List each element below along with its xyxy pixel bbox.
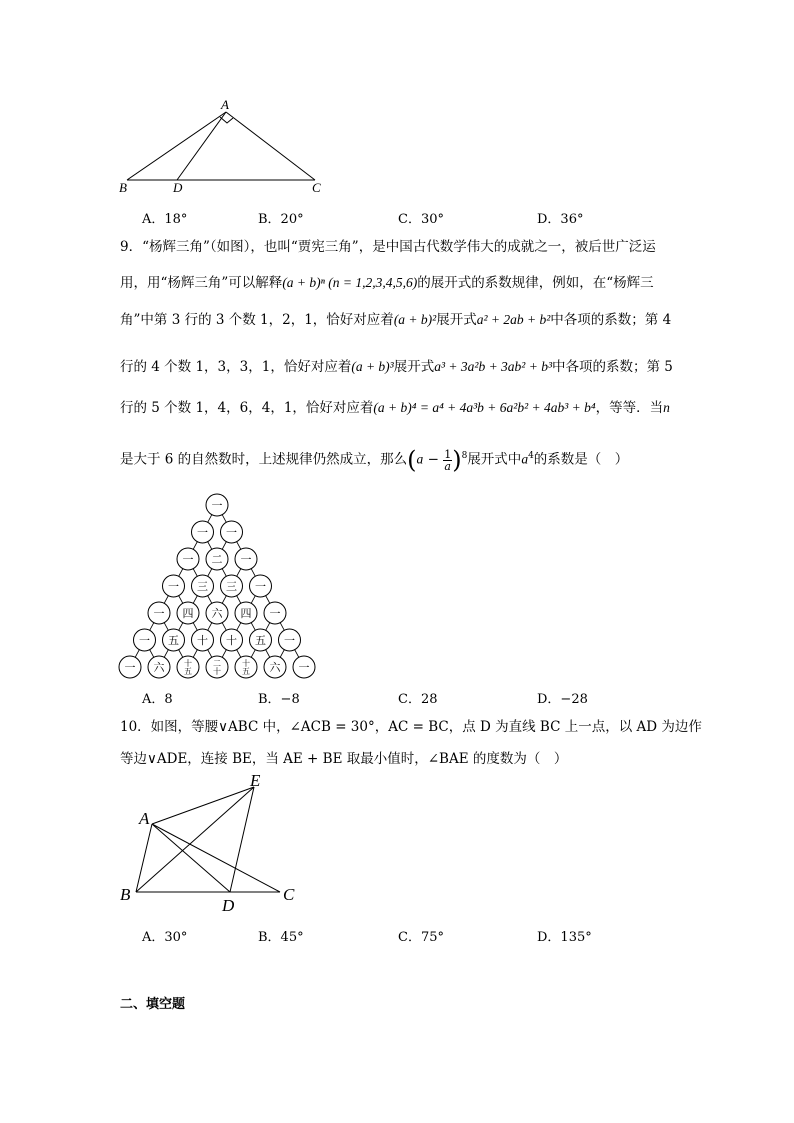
triangle-node xyxy=(221,575,243,597)
triangle-node-label: 一 xyxy=(240,554,252,566)
triangle-node xyxy=(206,602,228,624)
triangle-node xyxy=(119,656,141,678)
q9-option-b[interactable]: B．−8 xyxy=(258,692,300,707)
q9-line-4: 行的 4 个数 1，3，3，1，恰好对应着(a + b)³展开式a³ + 3a²b + 3ab² + b³中各项的系数；第 5 xyxy=(120,359,673,375)
q10-option-d[interactable]: D．135° xyxy=(537,930,592,945)
triangle-node xyxy=(264,602,286,624)
q10-triangle-figure xyxy=(112,770,312,915)
triangle-node xyxy=(163,575,185,597)
q9-option-d[interactable]: D．−28 xyxy=(537,692,588,707)
triangle-node xyxy=(177,548,199,570)
triangle-node xyxy=(235,656,257,678)
triangle-node-label: 一 xyxy=(197,527,208,539)
triangle-node-label: 六 xyxy=(211,608,223,620)
triangle-node-label: 五 xyxy=(184,667,192,676)
q9-option-c[interactable]: C．28 xyxy=(398,692,438,707)
triangle-node xyxy=(235,602,257,624)
triangle-node-label: 一 xyxy=(284,635,295,647)
triangle-node xyxy=(148,656,170,678)
q9-fraction: $\frac{1}{a}$ xyxy=(444,447,452,473)
triangle-node xyxy=(250,629,272,651)
triangle-node xyxy=(250,575,272,597)
triangle-node-label: 五 xyxy=(242,667,250,676)
q8-triangle-figure xyxy=(110,95,340,200)
triangle-node-label: 二 xyxy=(213,659,221,668)
yang-hui-triangle-figure xyxy=(110,490,325,680)
triangle-node-label: 四 xyxy=(182,608,194,620)
triangle-node-label: 六 xyxy=(269,662,281,674)
q9-line-6: 是大于 6 的自然数时，上述规律仍然成立，那么(a − $\frac{1}{a}$ )$^8$展开式中$a^4$的系数是（ ） xyxy=(120,446,629,474)
q8-option-a[interactable]: A．18° xyxy=(142,212,188,227)
q8-label-d: D xyxy=(173,180,183,195)
triangle-node-label: 一 xyxy=(211,500,223,512)
triangle-node-label: 十 xyxy=(197,635,208,647)
q8-option-d[interactable]: D．36° xyxy=(537,212,584,227)
triangle-node-label: 一 xyxy=(255,581,266,593)
triangle-node-label: 一 xyxy=(124,662,136,674)
triangle-node-label: 五 xyxy=(255,635,266,647)
triangle-node xyxy=(177,656,199,678)
triangle-node xyxy=(206,494,228,516)
triangle-node-label: 一 xyxy=(269,608,281,620)
triangle-node-label: 五 xyxy=(168,635,179,647)
q9-line-1: 9．“杨辉三角”（如图），也叫“贾宪三角”，是中国古代数学伟大的成就之一，被后世广泛运 xyxy=(120,239,656,255)
triangle-node xyxy=(264,656,286,678)
triangle-node xyxy=(279,629,301,651)
triangle-node-label: 一 xyxy=(153,608,165,620)
q10-label-e: E xyxy=(250,771,261,790)
triangle-node-label: 十 xyxy=(213,667,221,676)
q10-label-b: B xyxy=(120,885,131,904)
triangle-node-label: 十 xyxy=(226,635,237,647)
q8-label-a: A xyxy=(221,97,229,112)
q10-label-d: D xyxy=(222,896,235,915)
q8-label-c: C xyxy=(312,180,321,195)
q9-option-a[interactable]: A．8 xyxy=(142,692,173,707)
q8-label-b: B xyxy=(119,180,127,195)
triangle-node xyxy=(134,629,156,651)
section-title: 二、填空题 xyxy=(120,997,186,1012)
q8-option-b[interactable]: B．20° xyxy=(258,212,304,227)
q10-option-c[interactable]: C．75° xyxy=(398,930,444,945)
triangle-node-label: 一 xyxy=(298,662,310,674)
triangle-node-label: 一 xyxy=(168,581,179,593)
triangle-node-label: 二 xyxy=(211,554,223,566)
q8-option-c[interactable]: C．30° xyxy=(398,212,444,227)
triangle-node-label: 三 xyxy=(226,581,237,593)
triangle-node xyxy=(293,656,315,678)
q10-line-1: 10．如图，等腰∨ABC 中，∠ACB = 30°，AC = BC，点 D 为直线 BC 上一点，以 AD 为边作 xyxy=(120,719,702,735)
triangle-node-label: 一 xyxy=(226,527,237,539)
triangle-node xyxy=(235,548,257,570)
triangle-node xyxy=(148,602,170,624)
triangle-node-label: 三 xyxy=(197,581,208,593)
triangle-node xyxy=(206,548,228,570)
q9-line-3: 角”中第 3 行的 3 个数 1，2，1，恰好对应着(a + b)²展开式a² + 2ab + b²中各项的系数；第 4 xyxy=(120,312,672,328)
triangle-node xyxy=(192,575,214,597)
triangle-node-label: 一 xyxy=(182,554,194,566)
triangle-node xyxy=(221,629,243,651)
triangle-node xyxy=(192,629,214,651)
q9-line-2: 用，用“杨辉三角”可以解释(a + b)ⁿ (n = 1,2,3,4,5,6)的展开式的系数规律，例如，在“杨辉三 xyxy=(120,275,654,291)
triangle-node-label: 四 xyxy=(240,608,252,620)
triangle-node-label: 六 xyxy=(153,662,165,674)
q10-line-2: 等边∨ADE，连接 BE，当 AE + BE 取最小值时，∠BAE 的度数为（ ） xyxy=(120,751,568,767)
triangle-node-label: 十 xyxy=(242,659,250,668)
q9-math-binomial-n: (a + b)ⁿ (n = 1,2,3,4,5,6) xyxy=(282,275,418,290)
q9-line-5: 行的 5 个数 1，4，6，4，1，恰好对应着(a + b)⁴ = a⁴ + 4a³b + 6a²b² + 4ab³ + b⁴，等等．当n xyxy=(120,400,670,416)
q10-label-a: A xyxy=(139,809,150,828)
q10-option-b[interactable]: B．45° xyxy=(258,930,304,945)
triangle-node xyxy=(163,629,185,651)
triangle-node xyxy=(192,521,214,543)
triangle-node-label: 十 xyxy=(184,659,192,668)
triangle-node-label: 一 xyxy=(139,635,150,647)
triangle-node xyxy=(221,521,243,543)
q10-label-c: C xyxy=(283,885,295,904)
q10-option-a[interactable]: A．30° xyxy=(142,930,188,945)
triangle-node xyxy=(206,656,228,678)
triangle-node xyxy=(177,602,199,624)
